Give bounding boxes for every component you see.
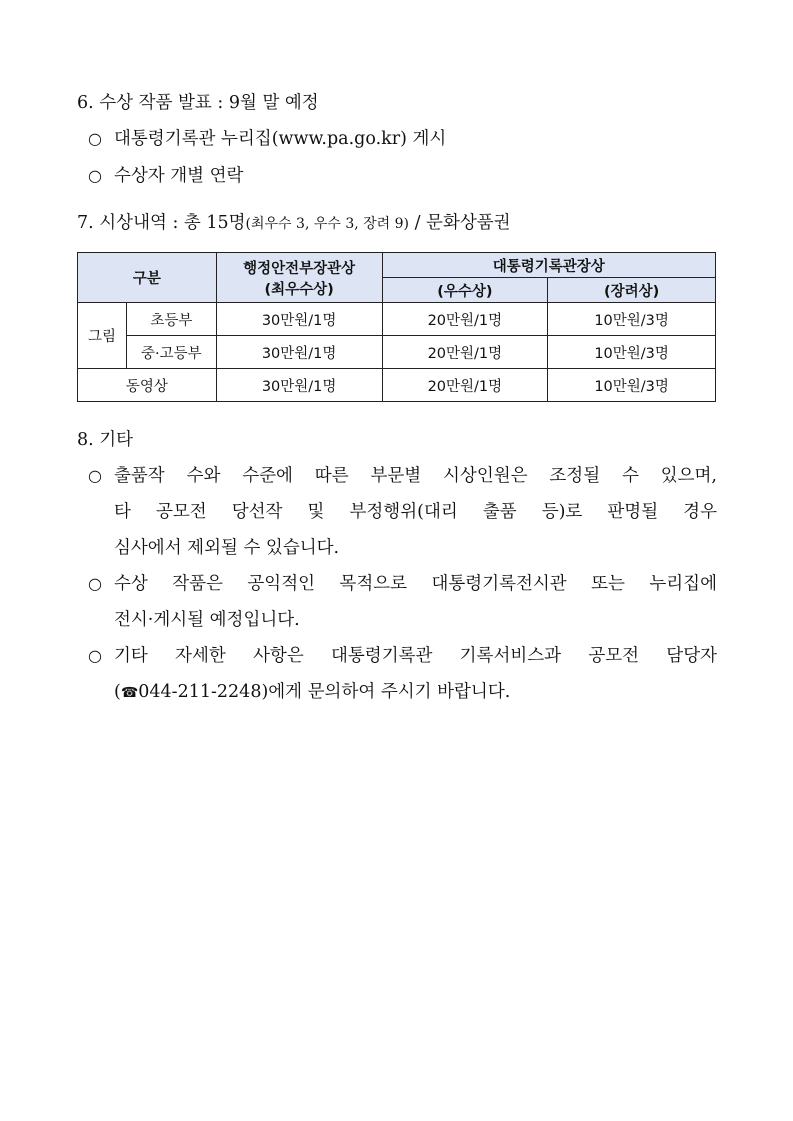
awards-table: [77, 252, 716, 402]
section-6-heading: 6. 수상 작품 발표 : 9월 말 예정: [77, 93, 319, 113]
header-top-award-title: 행정안전부장관상: [243, 260, 356, 277]
section-8-item-3-line-1: 기타 자세한 사항은 대통령기록관 기록서비스과 공모전 담당자: [114, 646, 717, 666]
cell-excellent: 20만원/1명: [382, 369, 548, 402]
cell-excellent: 20만원/1명: [382, 303, 548, 336]
row-category: 초등부: [126, 303, 216, 336]
cell-encourage: 10만원/3명: [548, 369, 716, 402]
table-row: [78, 369, 716, 402]
section-6-item-2: 수상자 개별 연락: [114, 166, 244, 186]
bullet-circle-icon: ○: [88, 466, 102, 485]
cell-encourage: 10만원/3명: [548, 336, 716, 369]
contact-text: 044-211-2248)에게 문의하여 주시기 바랍니다.: [138, 682, 511, 702]
row-category: 동영상: [78, 369, 217, 402]
bullet-circle-icon: ○: [88, 574, 102, 593]
header-category: 구분: [78, 253, 217, 303]
section-7-heading-detail: (최우수 3, 우수 3, 장려 9): [245, 216, 410, 232]
section-7-heading-suffix: / 문화상품권: [409, 213, 511, 233]
table-row: [78, 336, 716, 369]
header-top-award: [216, 253, 382, 303]
section-7-heading-prefix: 7. 시상내역 : 총 15명: [77, 213, 246, 233]
bullet-circle-icon: ○: [88, 646, 102, 665]
header-encouragement: (장려상): [548, 278, 716, 303]
paren-open: (: [114, 682, 121, 702]
cell-top: 30만원/1명: [216, 369, 382, 402]
cell-top: 30만원/1명: [216, 303, 382, 336]
header-archive-director-award: 대통령기록관장상: [382, 253, 716, 278]
bullet-circle-icon: ○: [88, 129, 102, 148]
section-8-item-1-line-2: 타 공모전 당선작 및 부정행위(대리 출품 등)로 판명될 경우: [114, 502, 717, 522]
cell-top: 30만원/1명: [216, 336, 382, 369]
section-7-heading: [77, 211, 511, 236]
phone-icon: ☎: [120, 685, 139, 701]
section-8-item-3-line-2: [114, 680, 510, 705]
bullet-circle-icon: ○: [88, 166, 102, 185]
section-6-item-1: 대통령기록관 누리집(www.pa.go.kr) 게시: [114, 129, 447, 149]
table-row: [78, 303, 716, 336]
section-8-item-2-line-2: 전시·게시될 예정입니다.: [114, 610, 300, 630]
cell-encourage: 10만원/3명: [548, 303, 716, 336]
section-8-item-1-line-3: 심사에서 제외될 수 있습니다.: [114, 538, 340, 558]
row-category: 중·고등부: [126, 336, 216, 369]
section-8-item-2-line-1: 수상 작품은 공익적인 목적으로 대통령기록전시관 또는 누리집에: [114, 574, 717, 594]
cell-excellent: 20만원/1명: [382, 336, 548, 369]
header-top-award-subtitle: (최우수상): [264, 281, 334, 298]
header-excellence: (우수상): [382, 278, 548, 303]
section-8-item-1-line-1: 출품작 수와 수준에 따른 부문별 시상인원은 조정될 수 있으며,: [114, 466, 717, 486]
group-label-drawing: 그림: [78, 303, 127, 369]
section-8-heading: 8. 기타: [77, 430, 134, 450]
